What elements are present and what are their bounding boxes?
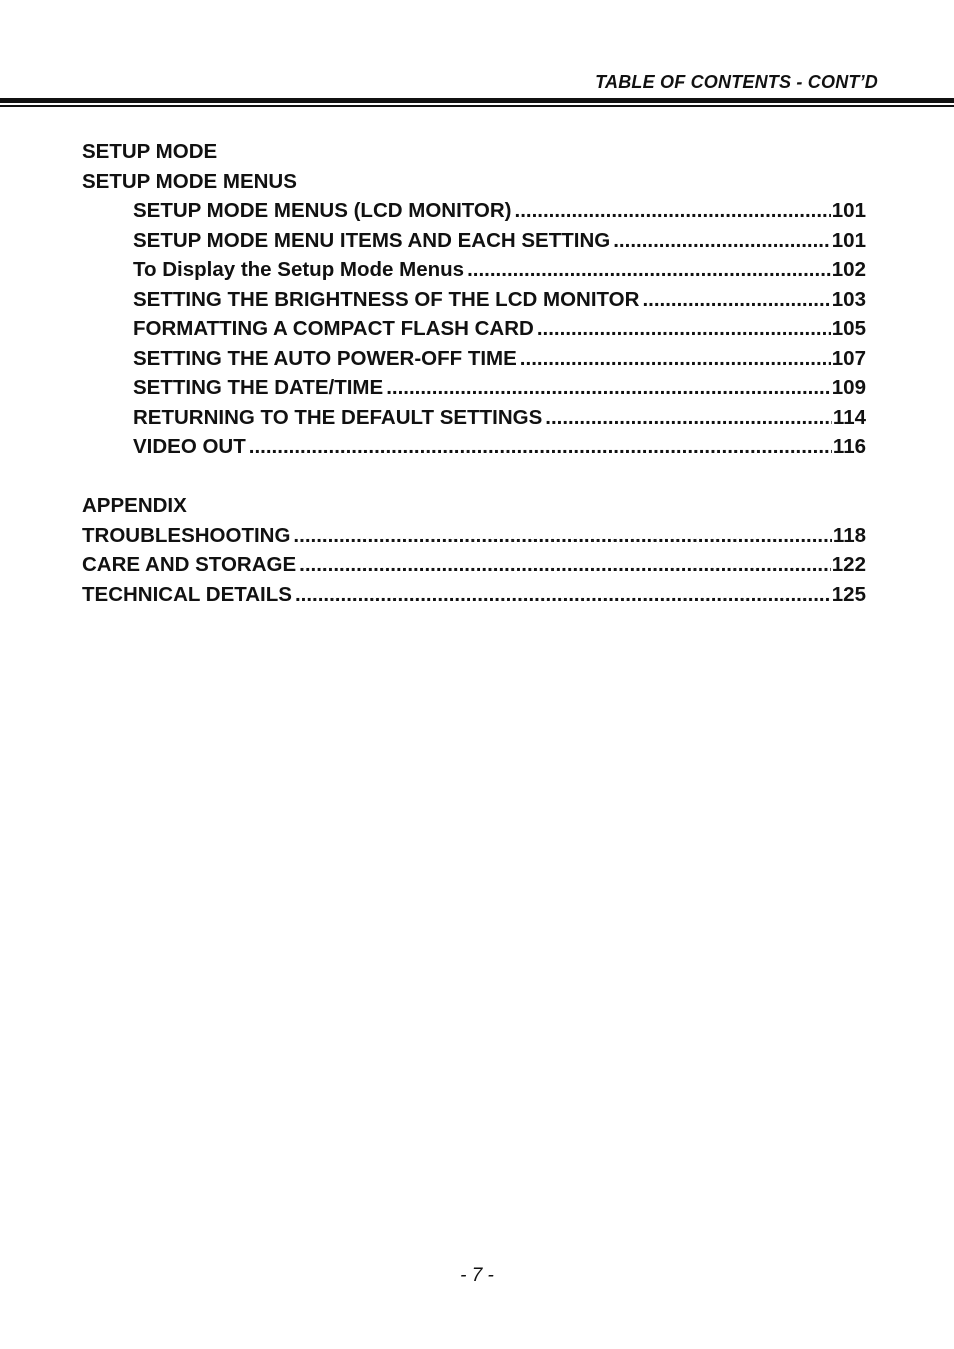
toc-entry-page: 101	[831, 228, 866, 252]
toc-heading-label: SETUP MODE MENUS	[82, 169, 297, 193]
toc-entry-label: SETTING THE BRIGHTNESS OF THE LCD MONITOR	[133, 287, 640, 311]
toc-entry-page: 109	[831, 376, 866, 399]
toc-heading-setup-mode	[82, 137, 866, 167]
toc-entry-label: RETURNING TO THE DEFAULT SETTINGS	[133, 405, 543, 429]
toc-entry-label: SETTING THE DATE/TIME	[133, 376, 384, 399]
toc-entry[interactable]	[82, 226, 866, 256]
toc-entry-page: 116	[832, 435, 866, 458]
toc-dot-leader	[520, 344, 831, 374]
toc-entry[interactable]	[82, 373, 866, 403]
running-header-title: TABLE OF CONTENTS - CONT’D	[595, 72, 878, 92]
toc-dot-leader	[613, 226, 831, 256]
toc-entry-page: 101	[831, 199, 866, 222]
toc-entry[interactable]	[82, 314, 866, 344]
page-number: - 7 -	[460, 1265, 494, 1286]
toc-heading-label: SETUP MODE	[82, 140, 218, 163]
toc-entry-page: 125	[831, 582, 866, 606]
toc-dot-leader	[545, 403, 832, 433]
toc-entry[interactable]	[82, 580, 866, 610]
toc-dot-leader	[299, 550, 831, 580]
toc-dot-leader	[537, 314, 831, 344]
toc-entry[interactable]	[82, 196, 866, 226]
toc-entry-label: VIDEO OUT	[133, 435, 246, 458]
toc-entry[interactable]	[82, 344, 866, 374]
toc-dot-leader	[515, 196, 831, 226]
toc-heading-setup-mode-menus	[82, 167, 866, 197]
toc-entry-page: 103	[831, 287, 866, 311]
toc-entry[interactable]	[82, 432, 866, 462]
toc-entry-page: 105	[831, 317, 866, 340]
toc-entry-page: 122	[831, 553, 866, 576]
section-spacer	[82, 462, 866, 492]
toc-dot-leader	[467, 255, 831, 285]
toc-entry-label: SETUP MODE MENU ITEMS AND EACH SETTING	[133, 228, 611, 252]
toc-heading-appendix	[82, 491, 866, 521]
toc-entry-label: FORMATTING A COMPACT FLASH CARD	[133, 317, 534, 340]
toc-entry[interactable]	[82, 403, 866, 433]
toc-entry-page: 114	[832, 405, 866, 429]
toc-entry-label: TECHNICAL DETAILS	[82, 582, 292, 606]
toc-entry-page: 107	[831, 346, 866, 370]
toc-entry-page: 102	[831, 258, 866, 281]
toc-dot-leader	[249, 432, 832, 462]
toc-dot-leader	[642, 285, 830, 315]
toc-entry-label: TROUBLESHOOTING	[82, 523, 291, 547]
toc-entry[interactable]	[82, 255, 866, 285]
toc-entry-label: SETTING THE AUTO POWER-OFF TIME	[133, 346, 517, 370]
toc-dot-leader	[293, 521, 832, 551]
header-rule-thick	[0, 98, 954, 103]
toc-entry-label: To Display the Setup Mode Menus	[133, 258, 465, 281]
toc-heading-label: APPENDIX	[82, 494, 187, 517]
header-rule	[0, 98, 954, 107]
toc-entry-page: 118	[832, 523, 866, 547]
toc-entry[interactable]	[82, 285, 866, 315]
toc-entry[interactable]	[82, 550, 866, 580]
toc-dot-leader	[386, 373, 831, 403]
table-of-contents	[82, 137, 866, 609]
toc-dot-leader	[295, 580, 831, 610]
toc-entry-label: CARE AND STORAGE	[82, 553, 297, 576]
toc-entry-label: SETUP MODE MENUS (LCD MONITOR)	[133, 199, 512, 222]
toc-entry[interactable]	[82, 521, 866, 551]
header-rule-thin	[0, 105, 954, 107]
